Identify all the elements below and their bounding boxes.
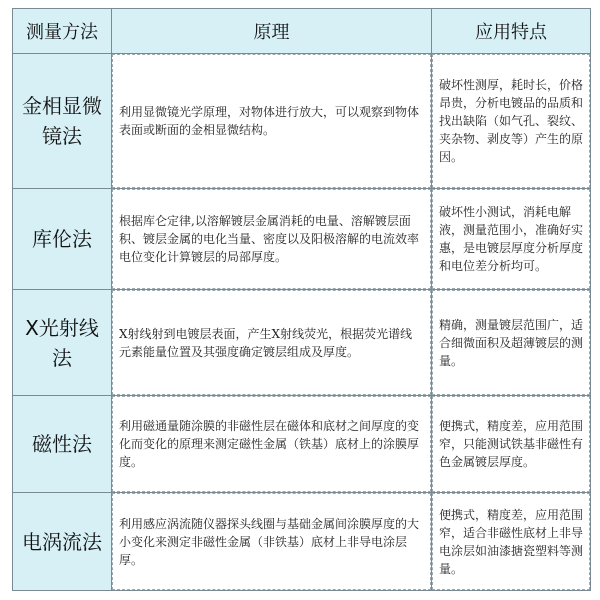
method-cell (13, 189, 112, 290)
method-name: 电涡流法 (22, 529, 102, 554)
table-row (13, 290, 591, 396)
application-cell (432, 493, 591, 591)
method-name: 金相显微镜法 (22, 94, 102, 148)
principle-text: 根据库仑定律,以溶解镀层金属消耗的电量、溶解镀层面积、镀层金属的电化当量、密度以及阳极溶解的电流效率电位变化计算镀层的局部厚度。 (112, 189, 431, 289)
application-cell (432, 290, 591, 396)
application-text: 破坏性测厚，耗时长，价格昂贵，分析电镀品的品质和找出缺陷（如气孔、裂纹、夹杂物、剥皮等）产生的原因。 (432, 54, 590, 188)
header-principle: 原理 (112, 9, 432, 54)
application-text: 便携式，精度差，应用范围窄，只能测试铁基非磁性有色金属镀层厚度。 (432, 396, 590, 492)
table-row (13, 54, 591, 189)
principle-cell (112, 54, 432, 189)
application-text: 破坏性小测试，消耗电解液，测量范围小，准确好实惠，是电镀层厚度分析厚度和电位差分析均可。 (432, 189, 590, 289)
application-cell (432, 54, 591, 189)
measurement-methods-table (12, 8, 591, 591)
principle-text: 利用显微镜光学原理，对物体进行放大，可以观察到物体表面或断面的金相显微结构。 (112, 54, 431, 188)
application-text: 便携式，精度差，应用范围窄，适合非磁性底材上非导电涂层如油漆搪瓷塑料等测量。 (432, 493, 590, 590)
principle-cell (112, 493, 432, 591)
header-row (13, 9, 591, 54)
application-text: 精确，测量镀层范围广，适合细微面积及超薄镀层的测量。 (432, 290, 590, 395)
method-name: 磁性法 (32, 432, 92, 456)
table-row (13, 189, 591, 290)
principle-text: 利用磁通量随涂膜的非磁性层在磁体和底材之间厚度的变化而变化的原理来测定磁性金属（铁基）底材上的涂膜厚度。 (112, 396, 431, 492)
method-cell (13, 54, 112, 189)
principle-cell (112, 290, 432, 396)
principle-cell (112, 396, 432, 493)
method-cell (13, 290, 112, 396)
application-cell (432, 396, 591, 493)
method-name: X光射线法 (25, 315, 99, 370)
method-cell (13, 493, 112, 591)
principle-text: X射线射到电镀层表面，产生X射线荧光，根据荧光谱线元素能量位置及其强度确定镀层组成及厚度。 (112, 290, 431, 395)
principle-text: 利用感应涡流随仪器探头线圈与基础金属间涂膜厚度的大小变化来测定非磁性金属（非铁基）底材上非导电涂层厚。 (112, 493, 431, 590)
application-cell (432, 189, 591, 290)
header-application: 应用特点 (432, 9, 591, 54)
header-method: 测量方法 (13, 9, 112, 54)
principle-cell (112, 189, 432, 290)
table-row (13, 396, 591, 493)
method-cell (13, 396, 112, 493)
table-row (13, 493, 591, 591)
method-name: 库伦法 (32, 227, 92, 251)
